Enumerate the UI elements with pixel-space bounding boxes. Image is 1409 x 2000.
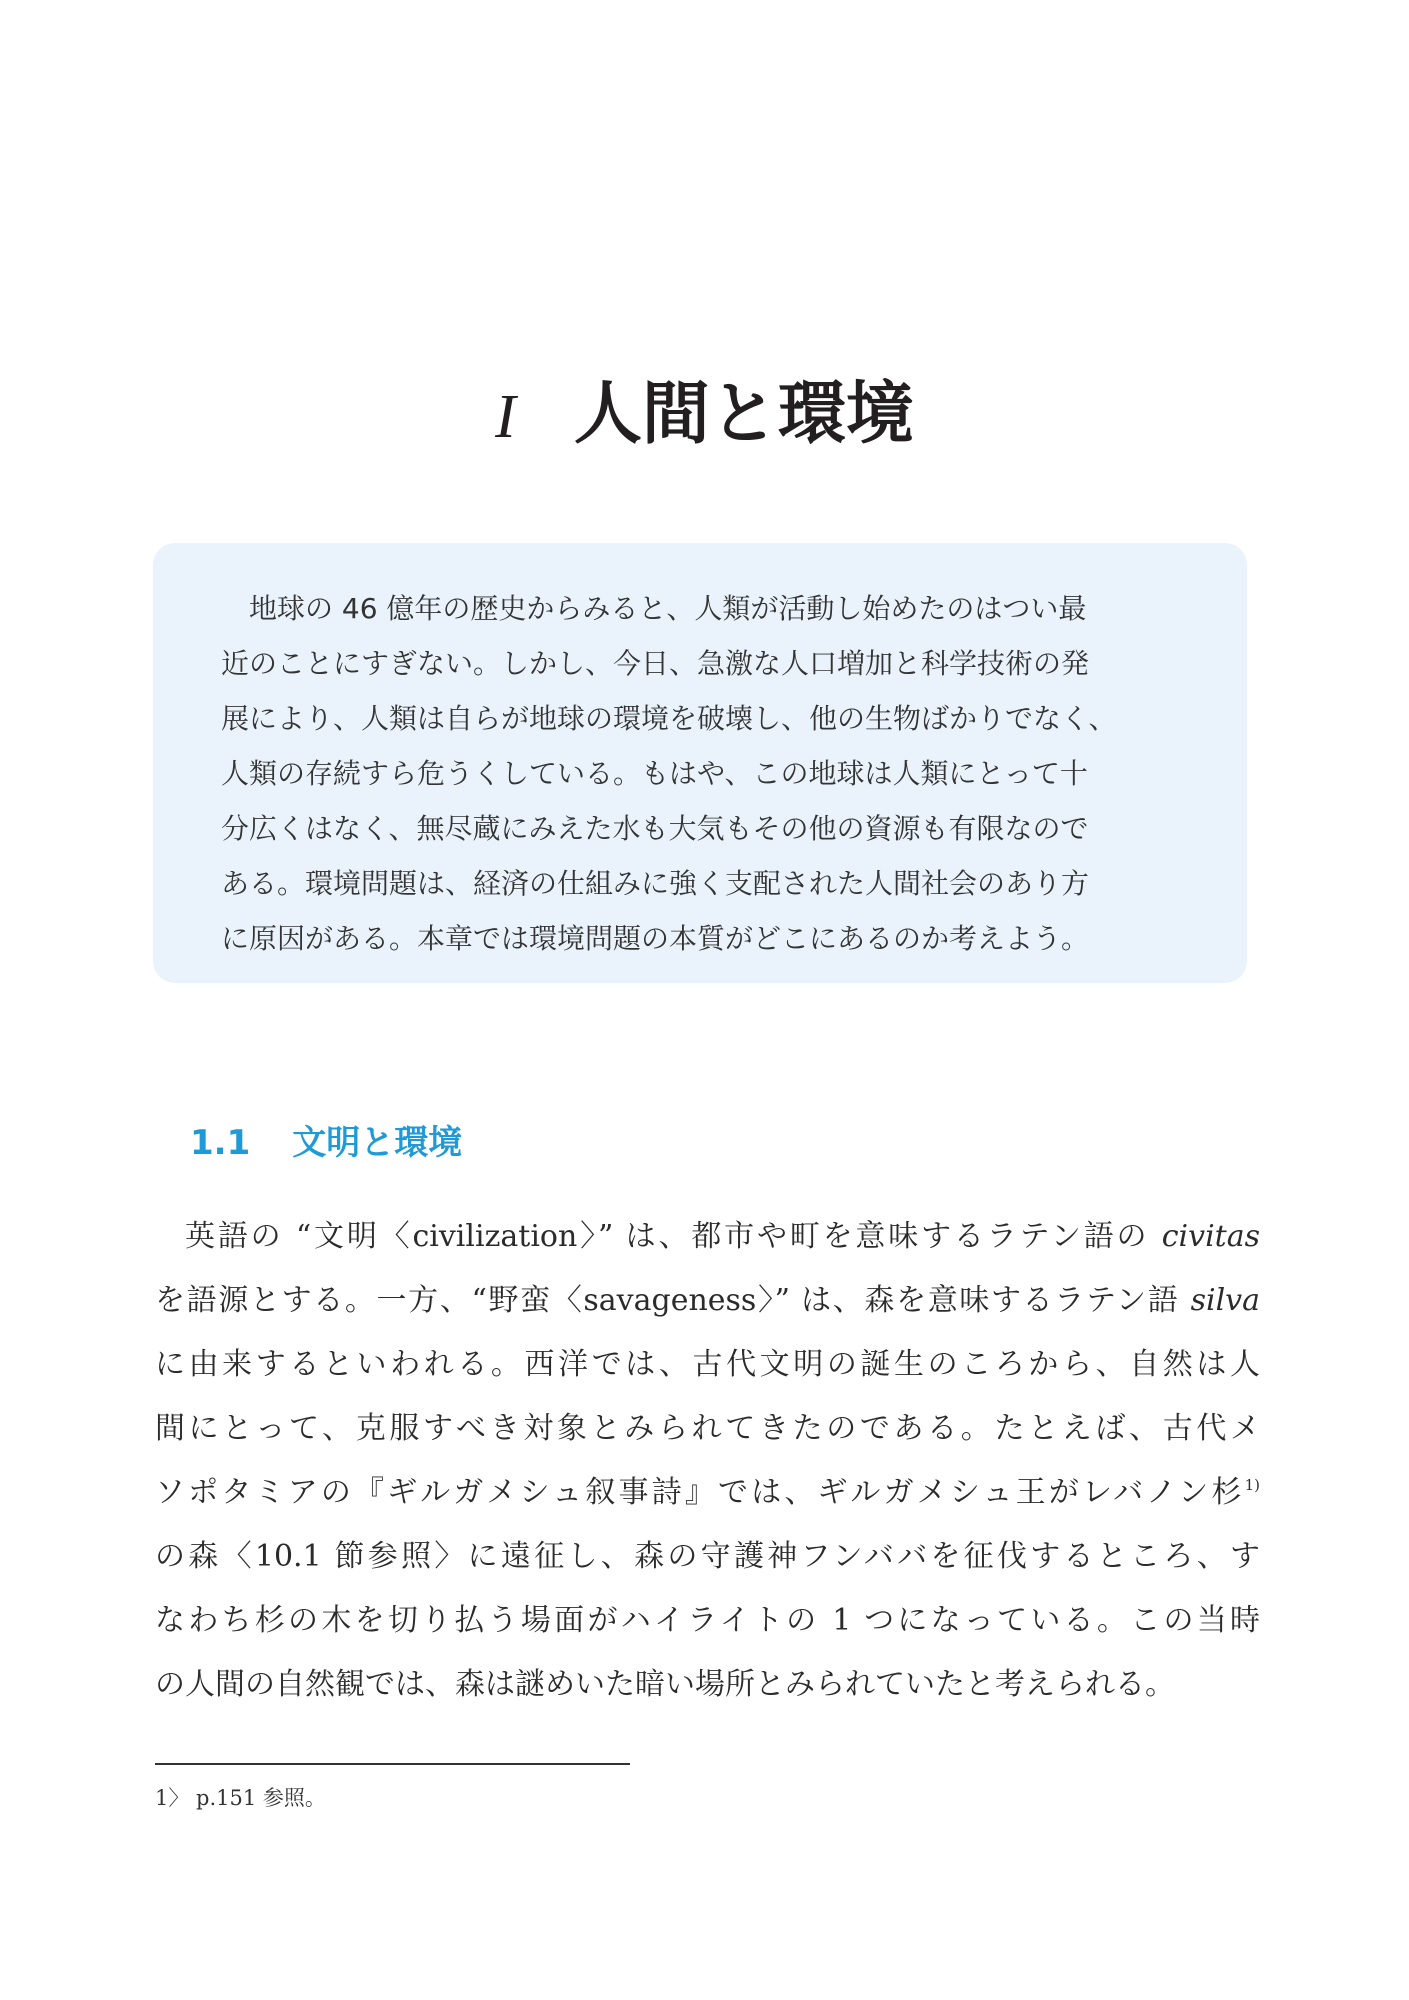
body-line: 間にとって、克服すべき対象とみられてきたのである。たとえば、古代メ	[155, 1411, 1260, 1446]
chapter-summary-box	[153, 543, 1247, 983]
chapter-title	[0, 360, 1409, 457]
chapter-numeral: I	[495, 383, 516, 451]
footnote: 1〉 p.151 参照。	[155, 1786, 326, 1810]
section-number: 1.1	[190, 1123, 251, 1163]
summary-line: ある。環境問題は、経済の仕組みに強く支配された人間社会のあり方	[221, 867, 1090, 900]
body-line-text: ソポタミアの『ギルガメシュ叙事詩』では、ギルガメシュ王がレバノン杉	[155, 1475, 1245, 1510]
summary-line: 人類の存続すら危うくしている。もはや、この地球は人類にとって十	[221, 757, 1088, 790]
summary-line: 近のことにすぎない。しかし、今日、急激な人口増加と科学技術の発	[221, 647, 1090, 680]
summary-line: 地球の 46 億年の歴史からみると、人類が活動し始めたのはつい最	[249, 592, 1087, 625]
summary-line: に原因がある。本章では環境問題の本質がどこにあるのか考えよう。	[221, 922, 1090, 955]
latin-term: silva	[1190, 1283, 1260, 1318]
chapter-title-text: 人間と環境	[573, 375, 914, 454]
body-line	[155, 1461, 1260, 1525]
body-line	[155, 1205, 1260, 1269]
summary-line: 分広くはなく、無尽蔵にみえた水も大気もその他の資源も有限なので	[221, 812, 1089, 845]
footnote-marker: 1)	[1244, 1476, 1260, 1494]
body-line: なわち杉の木を切り払う場面がハイライトの 1 つになっている。この当時	[155, 1603, 1260, 1638]
section-heading	[190, 1115, 462, 1164]
body-line: の人間の自然観では、森は謎めいた暗い場所とみられていたと考えられる。	[155, 1667, 1175, 1702]
body-line-text: を語源とする。一方、“野蛮〈savageness〉” は、森を意味するラテン語	[155, 1283, 1191, 1318]
body-line: に由来するといわれる。西洋では、古代文明の誕生のころから、自然は人	[155, 1347, 1260, 1382]
summary-line: 展により、人類は自らが地球の環境を破壊し、他の生物ばかりでなく、	[221, 702, 1117, 735]
body-line-text: 英語の “文明〈civilization〉” は、都市や町を意味するラテン語の	[185, 1219, 1162, 1254]
latin-term: civitas	[1161, 1219, 1260, 1254]
body-text	[155, 1205, 1260, 1717]
body-line	[155, 1269, 1260, 1333]
body-line: の森〈10.1 節参照〉に遠征し、森の守護神フンババを征伐するところ、す	[155, 1539, 1260, 1574]
section-title: 文明と環境	[292, 1123, 463, 1163]
footnote-divider	[155, 1763, 630, 1765]
